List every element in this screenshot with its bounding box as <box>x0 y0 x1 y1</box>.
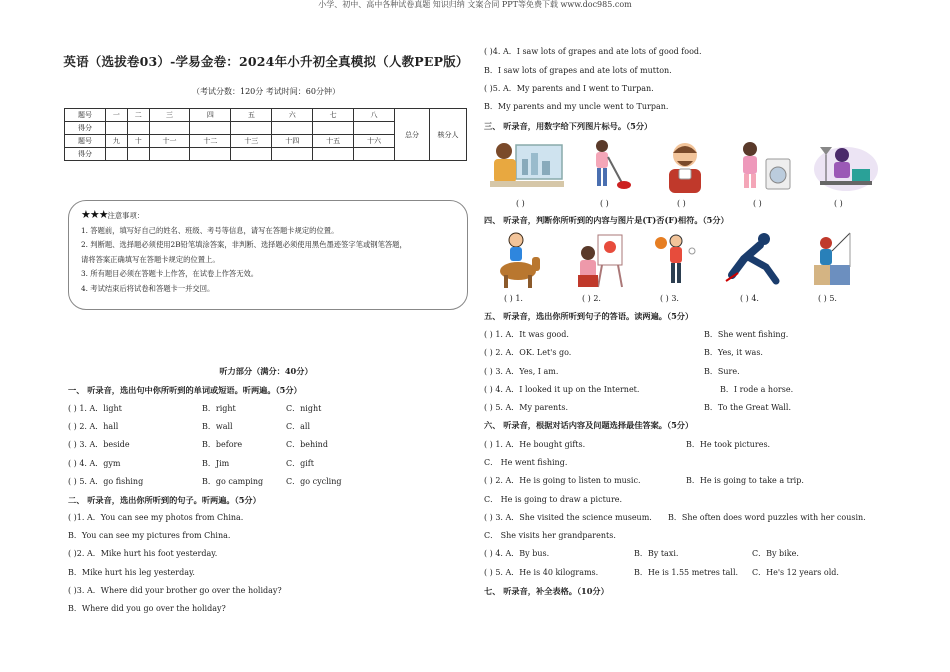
s2-line: ( )2. A．Mike hurt his foot yesterday. <box>68 549 218 558</box>
note-item: 1. 答题前，填写好自己的姓名、班级、考号等信息，请写在答题卡规定的位置。 <box>81 225 339 235</box>
q4-option-a: ( ) 4. A．gym <box>68 459 121 468</box>
q3-option-c: C．behind <box>286 440 328 449</box>
cell: 十六 <box>354 135 395 148</box>
cell: 二 <box>127 109 149 122</box>
s6-option: ( ) 1. A．He bought gifts. <box>484 440 586 449</box>
s2-line: B．I saw lots of grapes and ate lots of mutton. <box>484 66 672 75</box>
cell: 十二 <box>190 135 231 148</box>
s5-option-a: ( ) 5. A．My parents. <box>484 403 568 412</box>
picture-painting <box>574 231 626 289</box>
q5-option-c: C．go cycling <box>286 477 342 486</box>
picture-drinking-tea <box>661 139 709 193</box>
cell: 十 <box>127 135 149 148</box>
s5-option-b: B．Sure. <box>704 367 740 376</box>
picture-washing-clothes <box>734 139 794 193</box>
exam-info: （考试分数：120分 考试时间：60分钟） <box>192 87 340 96</box>
q1-option-c: C．night <box>286 404 322 413</box>
section-5-heading: 五、 听录音，选出你所听到句子的答语。读两遍。（5分） <box>484 311 694 321</box>
note-item: 4. 考试结束后将试卷和答题卡一并交回。 <box>81 283 215 293</box>
cell: 八 <box>354 109 395 122</box>
row-label: 题号 <box>65 135 106 148</box>
s5-option-b: B．Yes, it was. <box>704 348 763 357</box>
cell: 六 <box>272 109 313 122</box>
s5-option-b: B．To the Great Wall. <box>704 403 792 412</box>
site-header: 小学、初中、高中各种试卷真题 知识归纳 文案合同 PPT等免费下载 www.doc985.com <box>318 0 632 9</box>
section-1-heading: 一、 听录音，选出句中你所听到的单词或短语。听两遍。（5分） <box>68 385 302 395</box>
cell: 九 <box>106 135 128 148</box>
s6-option: C． She visits her grandparents. <box>484 531 616 540</box>
row-label: 得分 <box>65 148 106 161</box>
s4-blank[interactable]: ( ) 5. <box>818 294 837 303</box>
cell: 五 <box>231 109 272 122</box>
s2-line: B．You can see my pictures from China. <box>68 531 231 540</box>
cell: 一 <box>106 109 128 122</box>
s6-option: C． He went fishing. <box>484 458 568 467</box>
s2-line: ( )1. A．You can see my photos from China. <box>68 513 244 522</box>
picture-computer-user <box>486 137 568 193</box>
s2-line: ( )3. A．Where did your brother go over the holiday? <box>68 586 282 595</box>
q5-option-b: B．go camping <box>202 477 264 486</box>
note-item: 3. 所有题目必须在答题卡上作答，在试卷上作答无效。 <box>81 269 259 278</box>
q3-option-b: B．before <box>202 440 243 449</box>
s6-option: B．He is going to take a trip. <box>686 476 804 485</box>
section-6-heading: 六、 听录音，根据对话内容及问题选择最佳答案。（5分） <box>484 420 694 430</box>
q2-option-a: ( ) 2. A．hall <box>68 422 119 431</box>
s4-blank[interactable]: ( ) 3. <box>660 294 679 303</box>
section-7-heading: 七、 听录音，补全表格。（10分） <box>484 586 609 596</box>
note-item: 请将答案正确填写在答题卡规定的位置上。 <box>81 254 220 264</box>
s5-option-b: B．She went fishing. <box>704 330 789 339</box>
star-icon: ★★★ <box>81 208 108 221</box>
checker-label: 核分人 <box>430 109 467 161</box>
notes-heading: 注意事项： <box>107 211 145 220</box>
s6-option: C． He is going to draw a picture. <box>484 495 623 504</box>
s3-blank[interactable]: ( ) <box>516 199 525 208</box>
section-3-heading: 三、 听录音，用数字给下列图片标号。（5分） <box>484 121 653 131</box>
s6-option: ( ) 3. A．She visited the science museum. <box>484 513 652 522</box>
listening-heading: 听力部分（满分：40分） <box>219 366 313 376</box>
row-label: 得分 <box>65 122 106 135</box>
s3-blank[interactable]: ( ) <box>834 199 843 208</box>
s6-option: B．By taxi. <box>634 549 679 558</box>
s2-line: B．My parents and my uncle went to Turpan. <box>484 102 669 111</box>
s6-option: ( ) 4. A．By bus. <box>484 549 550 558</box>
s6-option: ( ) 2. A．He is going to listen to music. <box>484 476 641 485</box>
score-table <box>64 108 467 161</box>
q2-option-b: B．wall <box>202 422 233 431</box>
cell: 七 <box>313 109 354 122</box>
s5-option-a: ( ) 2. A．OK. Let's go. <box>484 348 572 357</box>
s3-blank[interactable]: ( ) <box>753 199 762 208</box>
q5-option-a: ( ) 5. A．go fishing <box>68 477 144 486</box>
s2-line: B．Where did you go over the holiday? <box>68 604 226 613</box>
picture-ice-skating <box>722 231 784 289</box>
s4-blank[interactable]: ( ) 2. <box>582 294 601 303</box>
row-label: 题号 <box>65 109 106 122</box>
section-2-heading: 二、 听录音，选出你所听到的句子。听两遍。（5分） <box>68 495 261 505</box>
q4-option-b: B．Jim <box>202 459 230 468</box>
s4-blank[interactable]: ( ) 1. <box>504 294 523 303</box>
s3-blank[interactable]: ( ) <box>600 199 609 208</box>
q3-option-a: ( ) 3. A．beside <box>68 440 130 449</box>
picture-laptop-user <box>812 139 880 193</box>
q1-option-a: ( ) 1. A．light <box>68 404 122 413</box>
cell: 三 <box>149 109 190 122</box>
picture-riding-horse <box>494 231 544 289</box>
s6-option: B．He is 1.55 metres tall. <box>634 568 739 577</box>
page-title: 英语（选拔卷03）-学易金卷：2024年小升初全真模拟（人教PEP版） <box>63 54 469 69</box>
total-label: 总分 <box>395 109 430 161</box>
s6-option: ( ) 5. A．He is 40 kilograms. <box>484 568 599 577</box>
s5-option-a: ( ) 3. A．Yes, I am. <box>484 367 559 376</box>
section-4-heading: 四、 听录音，判断你所听到的内容与图片是(T)否(F)相符。（5分） <box>484 215 729 225</box>
s2-line: B．Mike hurt his leg yesterday. <box>68 568 195 577</box>
picture-cleaning-floor <box>582 137 632 193</box>
s6-option: B．He took pictures. <box>686 440 771 449</box>
note-item: 2. 判断题、选择题必须使用2B铅笔填涂答案，非判断、选择题必须使用黑色墨迹签字笔或钢笔答题， <box>81 240 407 249</box>
s5-option-a: ( ) 1. A．It was good. <box>484 330 569 339</box>
s6-option: C．By bike. <box>752 549 799 558</box>
picture-table-tennis <box>652 231 698 289</box>
s5-option-a: ( ) 4. A．I looked it up on the Internet. <box>484 385 640 394</box>
s2-line: ( )4. A．I saw lots of grapes and ate lots of good food. <box>484 47 702 56</box>
q4-option-c: C．gift <box>286 459 314 468</box>
cell: 十三 <box>231 135 272 148</box>
s5-option-b: B．I rode a horse. <box>720 385 794 394</box>
s3-blank[interactable]: ( ) <box>677 199 686 208</box>
s6-option: B．She often does word puzzles with her cousin. <box>668 513 866 522</box>
cell: 十五 <box>313 135 354 148</box>
notes-box <box>68 200 468 310</box>
s4-blank[interactable]: ( ) 4. <box>740 294 759 303</box>
s6-option: C．He's 12 years old. <box>752 568 839 577</box>
q2-option-c: C．all <box>286 422 311 431</box>
picture-fishing <box>810 231 852 289</box>
cell: 四 <box>190 109 231 122</box>
q1-option-b: B．right <box>202 404 236 413</box>
s2-line: ( )5. A．My parents and I went to Turpan. <box>484 84 654 93</box>
cell: 十一 <box>149 135 190 148</box>
cell: 十四 <box>272 135 313 148</box>
